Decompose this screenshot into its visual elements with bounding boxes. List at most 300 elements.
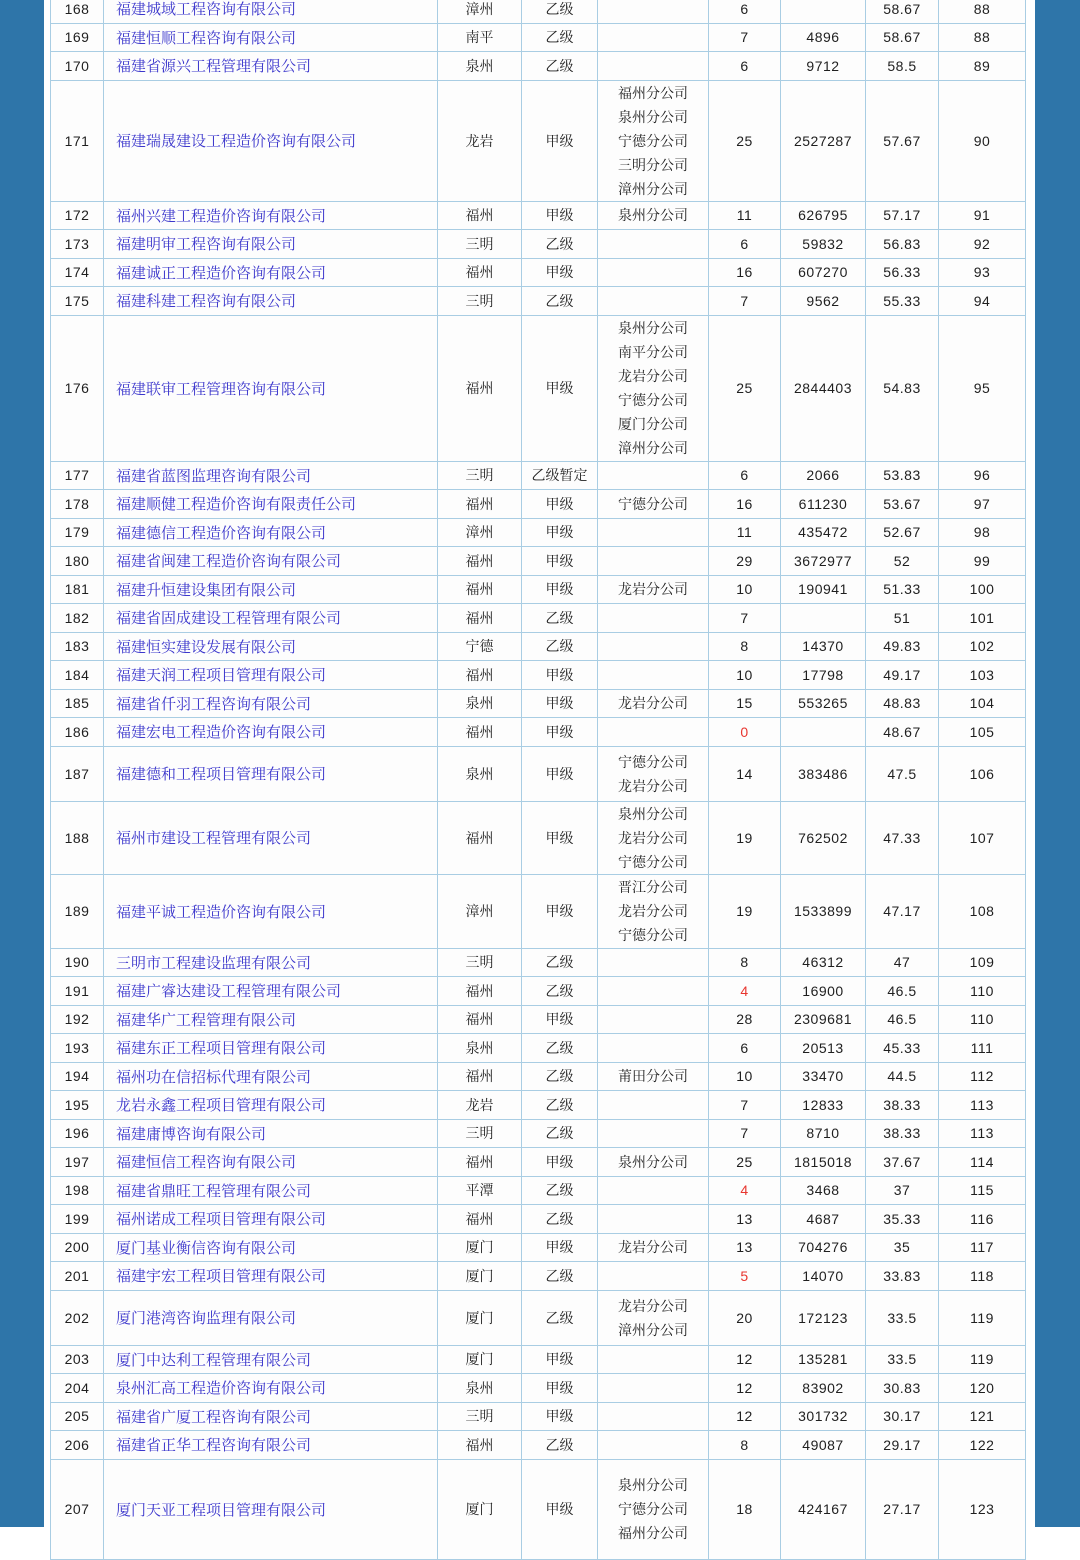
table-row (51, 1345, 1026, 1374)
cell-rank: 110 (939, 1005, 1026, 1034)
table-row (51, 1262, 1026, 1291)
cell-branch-offices: 泉州分公司 (598, 201, 709, 230)
cell-branch-offices (598, 461, 709, 490)
cell-company-name-link[interactable]: 福建瑞晟建设工程造价咨询有限公司 (104, 80, 438, 201)
cell-count: 7 (709, 604, 781, 633)
cell-city: 福州 (438, 490, 522, 519)
cell-branch-offices (598, 1176, 709, 1205)
cell-amount: 9712 (781, 52, 866, 81)
cell-amount: 626795 (781, 201, 866, 230)
cell-city: 龙岩 (438, 80, 522, 201)
cell-score: 47.17 (866, 875, 939, 949)
cell-seq-number: 193 (51, 1034, 104, 1063)
ranking-table-body (51, 0, 1026, 1559)
cell-rank: 104 (939, 689, 1026, 718)
cell-grade: 乙级 (522, 287, 598, 316)
table-row (51, 201, 1026, 230)
cell-grade: 甲级 (522, 1148, 598, 1177)
cell-rank: 105 (939, 718, 1026, 747)
cell-company-name-link[interactable]: 福建广睿达建设工程管理有限公司 (104, 977, 438, 1006)
cell-branch-offices (598, 1005, 709, 1034)
cell-score: 58.67 (866, 23, 939, 52)
cell-rank: 112 (939, 1062, 1026, 1091)
table-row (51, 689, 1026, 718)
cell-company-name-link[interactable]: 福州市建设工程管理有限公司 (104, 801, 438, 875)
cell-seq-number: 185 (51, 689, 104, 718)
cell-score: 45.33 (866, 1034, 939, 1063)
cell-city: 福州 (438, 1205, 522, 1234)
cell-company-name-link[interactable]: 福建科建工程咨询有限公司 (104, 287, 438, 316)
cell-branch-offices (598, 632, 709, 661)
cell-branch-offices (598, 287, 709, 316)
cell-company-name-link[interactable]: 福建省固成建设工程管理有限公司 (104, 604, 438, 633)
cell-count: 13 (709, 1233, 781, 1262)
cell-branch-offices (598, 948, 709, 977)
table-row (51, 801, 1026, 875)
cell-seq-number: 186 (51, 718, 104, 747)
cell-rank: 110 (939, 977, 1026, 1006)
cell-city: 泉州 (438, 746, 522, 801)
cell-company-name-link[interactable]: 福建庸博咨询有限公司 (104, 1119, 438, 1148)
table-row (51, 661, 1026, 690)
cell-city: 福州 (438, 1148, 522, 1177)
cell-grade: 乙级 (522, 52, 598, 81)
cell-branch-offices (598, 518, 709, 547)
cell-company-name-link[interactable]: 福建恒实建设发展有限公司 (104, 632, 438, 661)
cell-rank: 108 (939, 875, 1026, 949)
table-row (51, 461, 1026, 490)
cell-count: 7 (709, 23, 781, 52)
cell-company-name-link[interactable]: 福建省源兴工程管理有限公司 (104, 52, 438, 81)
cell-count: 7 (709, 1091, 781, 1120)
cell-branch-offices (598, 258, 709, 287)
cell-branch-offices (598, 1402, 709, 1431)
cell-company-name-link[interactable]: 龙岩永鑫工程项目管理有限公司 (104, 1091, 438, 1120)
cell-company-name-link[interactable]: 福建省广厦工程咨询有限公司 (104, 1402, 438, 1431)
cell-score: 57.17 (866, 201, 939, 230)
cell-seq-number: 199 (51, 1205, 104, 1234)
cell-amount: 33470 (781, 1062, 866, 1091)
table-row (51, 977, 1026, 1006)
cell-count: 16 (709, 258, 781, 287)
cell-amount: 704276 (781, 1233, 866, 1262)
cell-company-name-link[interactable]: 福建德和工程项目管理有限公司 (104, 746, 438, 801)
cell-city: 宁德 (438, 632, 522, 661)
cell-city: 福州 (438, 977, 522, 1006)
cell-count: 16 (709, 490, 781, 519)
cell-seq-number: 204 (51, 1374, 104, 1403)
cell-count: 10 (709, 1062, 781, 1091)
table-row (51, 518, 1026, 547)
cell-company-name-link[interactable]: 福建德信工程造价咨询有限公司 (104, 518, 438, 547)
cell-score: 56.33 (866, 258, 939, 287)
cell-amount: 14370 (781, 632, 866, 661)
cell-seq-number: 180 (51, 547, 104, 576)
cell-company-name-link[interactable]: 福建宇宏工程项目管理有限公司 (104, 1262, 438, 1291)
cell-city: 龙岩 (438, 1091, 522, 1120)
cell-city: 福州 (438, 1005, 522, 1034)
cell-count: 28 (709, 1005, 781, 1034)
cell-company-name-link[interactable]: 福州诺成工程项目管理有限公司 (104, 1205, 438, 1234)
cell-score: 55.33 (866, 287, 939, 316)
cell-seq-number: 200 (51, 1233, 104, 1262)
cell-branch-offices (598, 977, 709, 1006)
cell-seq-number: 182 (51, 604, 104, 633)
cell-score: 29.17 (866, 1431, 939, 1460)
cell-branch-offices (598, 1034, 709, 1063)
cell-grade: 甲级 (522, 661, 598, 690)
cell-company-name-link[interactable]: 福建升恒建设集团有限公司 (104, 575, 438, 604)
cell-amount: 16900 (781, 977, 866, 1006)
cell-company-name-link[interactable]: 福建联审工程管理咨询有限公司 (104, 315, 438, 461)
cell-score: 47.5 (866, 746, 939, 801)
cell-branch-offices (598, 1262, 709, 1291)
cell-amount: 762502 (781, 801, 866, 875)
cell-company-name-link[interactable]: 福建东正工程项目管理有限公司 (104, 1034, 438, 1063)
cell-city: 福州 (438, 575, 522, 604)
cell-seq-number: 170 (51, 52, 104, 81)
cell-grade: 甲级 (522, 315, 598, 461)
cell-grade: 乙级 (522, 632, 598, 661)
cell-seq-number: 198 (51, 1176, 104, 1205)
cell-branch-offices (598, 230, 709, 259)
cell-city: 泉州 (438, 689, 522, 718)
cell-city: 福州 (438, 258, 522, 287)
cell-seq-number: 191 (51, 977, 104, 1006)
cell-score: 47 (866, 948, 939, 977)
cell-branch-offices (598, 1345, 709, 1374)
cell-score: 53.83 (866, 461, 939, 490)
cell-rank: 103 (939, 661, 1026, 690)
cell-company-name-link[interactable]: 厦门天亚工程项目管理有限公司 (104, 1459, 438, 1559)
cell-company-name-link[interactable]: 福州功在信招标代理有限公司 (104, 1062, 438, 1091)
cell-score: 52.67 (866, 518, 939, 547)
table-row (51, 258, 1026, 287)
cell-score: 44.5 (866, 1062, 939, 1091)
cell-company-name-link[interactable]: 福建天润工程项目管理有限公司 (104, 661, 438, 690)
cell-amount: 3672977 (781, 547, 866, 576)
cell-rank: 101 (939, 604, 1026, 633)
cell-branch-offices: 龙岩分公司 (598, 689, 709, 718)
cell-score: 54.83 (866, 315, 939, 461)
cell-branch-offices: 泉州分公司 南平分公司 龙岩分公司 宁德分公司 厦门分公司 漳州分公司 (598, 315, 709, 461)
cell-count: 5 (709, 1262, 781, 1291)
cell-count: 18 (709, 1459, 781, 1559)
cell-score: 46.5 (866, 977, 939, 1006)
cell-company-name-link[interactable]: 福建诚正工程造价咨询有限公司 (104, 258, 438, 287)
cell-company-name-link[interactable]: 福建明审工程咨询有限公司 (104, 230, 438, 259)
table-row (51, 604, 1026, 633)
cell-count: 12 (709, 1402, 781, 1431)
cell-company-name-link[interactable]: 福建恒顺工程咨询有限公司 (104, 23, 438, 52)
cell-rank: 119 (939, 1345, 1026, 1374)
table-row (51, 23, 1026, 52)
cell-branch-offices: 宁德分公司 (598, 490, 709, 519)
table-row (51, 746, 1026, 801)
cell-branch-offices (598, 1431, 709, 1460)
right-margin-bar (1035, 0, 1080, 1527)
cell-amount: 4687 (781, 1205, 866, 1234)
cell-rank: 95 (939, 315, 1026, 461)
table-row (51, 0, 1026, 23)
table-row (51, 948, 1026, 977)
cell-rank: 115 (939, 1176, 1026, 1205)
cell-city: 漳州 (438, 0, 522, 23)
cell-score: 53.67 (866, 490, 939, 519)
cell-grade: 乙级 (522, 948, 598, 977)
cell-rank: 100 (939, 575, 1026, 604)
cell-city: 三明 (438, 230, 522, 259)
table-row (51, 1233, 1026, 1262)
cell-grade: 甲级 (522, 875, 598, 949)
table-row (51, 1374, 1026, 1403)
table-row (51, 52, 1026, 81)
cell-score: 52 (866, 547, 939, 576)
cell-company-name-link[interactable]: 福建宏电工程造价咨询有限公司 (104, 718, 438, 747)
cell-grade: 甲级 (522, 689, 598, 718)
cell-company-name-link[interactable]: 福建省蓝图监理咨询有限公司 (104, 461, 438, 490)
cell-amount: 46312 (781, 948, 866, 977)
cell-amount: 2066 (781, 461, 866, 490)
cell-grade: 甲级 (522, 1233, 598, 1262)
cell-rank: 93 (939, 258, 1026, 287)
cell-branch-offices (598, 1119, 709, 1148)
cell-rank: 91 (939, 201, 1026, 230)
cell-seq-number: 188 (51, 801, 104, 875)
cell-count: 8 (709, 632, 781, 661)
cell-branch-offices: 龙岩分公司 漳州分公司 (598, 1290, 709, 1345)
cell-company-name-link[interactable]: 福建恒信工程咨询有限公司 (104, 1148, 438, 1177)
cell-grade: 乙级 (522, 1062, 598, 1091)
cell-branch-offices: 龙岩分公司 (598, 1233, 709, 1262)
table-row (51, 1034, 1026, 1063)
cell-rank: 118 (939, 1262, 1026, 1291)
cell-amount (781, 718, 866, 747)
cell-branch-offices (598, 1091, 709, 1120)
table-row (51, 490, 1026, 519)
cell-seq-number: 207 (51, 1459, 104, 1559)
cell-score: 49.83 (866, 632, 939, 661)
cell-city: 福州 (438, 801, 522, 875)
cell-company-name-link[interactable]: 福建省仟羽工程咨询有限公司 (104, 689, 438, 718)
cell-city: 厦门 (438, 1233, 522, 1262)
cell-score: 51 (866, 604, 939, 633)
cell-city: 三明 (438, 948, 522, 977)
cell-seq-number: 177 (51, 461, 104, 490)
cell-company-name-link[interactable]: 福建省正华工程咨询有限公司 (104, 1431, 438, 1460)
cell-amount: 135281 (781, 1345, 866, 1374)
cell-grade: 甲级 (522, 258, 598, 287)
cell-seq-number: 184 (51, 661, 104, 690)
table-row (51, 875, 1026, 949)
cell-amount: 59832 (781, 230, 866, 259)
cell-city: 泉州 (438, 52, 522, 81)
cell-branch-offices (598, 1205, 709, 1234)
cell-seq-number: 206 (51, 1431, 104, 1460)
cell-grade: 甲级 (522, 518, 598, 547)
cell-company-name-link[interactable]: 福州兴建工程造价咨询有限公司 (104, 201, 438, 230)
cell-amount: 20513 (781, 1034, 866, 1063)
cell-count: 6 (709, 461, 781, 490)
cell-branch-offices: 宁德分公司 龙岩分公司 (598, 746, 709, 801)
cell-rank: 119 (939, 1290, 1026, 1345)
table-row (51, 1148, 1026, 1177)
cell-amount: 2527287 (781, 80, 866, 201)
table-row (51, 718, 1026, 747)
cell-count: 8 (709, 1431, 781, 1460)
cell-city: 福州 (438, 604, 522, 633)
cell-grade: 甲级 (522, 801, 598, 875)
cell-rank: 88 (939, 23, 1026, 52)
cell-city: 福州 (438, 718, 522, 747)
cell-rank: 111 (939, 1034, 1026, 1063)
cell-company-name-link[interactable]: 厦门中达利工程管理有限公司 (104, 1345, 438, 1374)
cell-score: 30.17 (866, 1402, 939, 1431)
table-row (51, 1062, 1026, 1091)
cell-count: 0 (709, 718, 781, 747)
table-page-content (44, 0, 1035, 1541)
cell-city: 厦门 (438, 1345, 522, 1374)
cell-company-name-link[interactable]: 福建省闽建工程造价咨询有限公司 (104, 547, 438, 576)
cell-city: 平潭 (438, 1176, 522, 1205)
cell-city: 三明 (438, 287, 522, 316)
cell-seq-number: 194 (51, 1062, 104, 1091)
cell-seq-number: 181 (51, 575, 104, 604)
cell-company-name-link[interactable]: 福建城域工程咨询有限公司 (104, 0, 438, 23)
table-row (51, 287, 1026, 316)
cell-company-name-link[interactable]: 福建顺健工程造价咨询有限责任公司 (104, 490, 438, 519)
cell-grade: 甲级 (522, 1005, 598, 1034)
cell-score: 30.83 (866, 1374, 939, 1403)
cell-grade: 乙级 (522, 1034, 598, 1063)
cell-city: 三明 (438, 1402, 522, 1431)
cell-seq-number: 175 (51, 287, 104, 316)
cell-company-name-link[interactable]: 三明市工程建设监理有限公司 (104, 948, 438, 977)
cell-amount: 435472 (781, 518, 866, 547)
cell-count: 4 (709, 977, 781, 1006)
cell-rank: 94 (939, 287, 1026, 316)
cell-count: 20 (709, 1290, 781, 1345)
cell-score: 33.83 (866, 1262, 939, 1291)
cell-city: 泉州 (438, 1374, 522, 1403)
cell-amount (781, 604, 866, 633)
cell-count: 25 (709, 80, 781, 201)
cell-rank: 106 (939, 746, 1026, 801)
cell-grade: 乙级 (522, 977, 598, 1006)
cell-rank: 107 (939, 801, 1026, 875)
cell-score: 47.33 (866, 801, 939, 875)
cell-seq-number: 173 (51, 230, 104, 259)
cell-company-name-link[interactable]: 厦门基业衡信咨询有限公司 (104, 1233, 438, 1262)
cell-grade: 乙级 (522, 1091, 598, 1120)
cell-seq-number: 174 (51, 258, 104, 287)
cell-amount: 383486 (781, 746, 866, 801)
table-row (51, 575, 1026, 604)
cell-city: 福州 (438, 1431, 522, 1460)
cell-grade: 甲级 (522, 575, 598, 604)
cell-amount: 1815018 (781, 1148, 866, 1177)
cell-grade: 甲级 (522, 1402, 598, 1431)
cell-grade: 乙级暂定 (522, 461, 598, 490)
cell-score: 35 (866, 1233, 939, 1262)
cell-seq-number: 195 (51, 1091, 104, 1120)
cell-rank: 97 (939, 490, 1026, 519)
cell-count: 19 (709, 875, 781, 949)
cell-company-name-link[interactable]: 泉州汇高工程造价咨询有限公司 (104, 1374, 438, 1403)
cell-grade: 乙级 (522, 0, 598, 23)
cell-city: 福州 (438, 547, 522, 576)
cell-count: 7 (709, 287, 781, 316)
cell-branch-offices (598, 604, 709, 633)
table-row (51, 1005, 1026, 1034)
cell-company-name-link[interactable]: 福建华广工程管理有限公司 (104, 1005, 438, 1034)
cell-amount: 424167 (781, 1459, 866, 1559)
cell-city: 三明 (438, 461, 522, 490)
cell-company-name-link[interactable]: 厦门港湾咨询监理有限公司 (104, 1290, 438, 1345)
cell-seq-number: 205 (51, 1402, 104, 1431)
cell-grade: 乙级 (522, 1205, 598, 1234)
cell-amount: 190941 (781, 575, 866, 604)
cell-grade: 乙级 (522, 1262, 598, 1291)
cell-count: 11 (709, 201, 781, 230)
cell-amount: 9562 (781, 287, 866, 316)
cell-seq-number: 202 (51, 1290, 104, 1345)
cell-seq-number: 178 (51, 490, 104, 519)
table-row (51, 1402, 1026, 1431)
cell-grade: 乙级 (522, 23, 598, 52)
table-row (51, 230, 1026, 259)
cell-amount: 49087 (781, 1431, 866, 1460)
cell-count: 13 (709, 1205, 781, 1234)
cell-amount: 1533899 (781, 875, 866, 949)
cell-city: 厦门 (438, 1262, 522, 1291)
cell-rank: 116 (939, 1205, 1026, 1234)
table-row (51, 1431, 1026, 1460)
cell-rank: 96 (939, 461, 1026, 490)
cell-branch-offices (598, 547, 709, 576)
cell-score: 58.5 (866, 52, 939, 81)
cell-branch-offices (598, 0, 709, 23)
cell-city: 福州 (438, 201, 522, 230)
cell-score: 37.67 (866, 1148, 939, 1177)
cell-grade: 甲级 (522, 746, 598, 801)
cell-grade: 甲级 (522, 201, 598, 230)
cell-seq-number: 201 (51, 1262, 104, 1291)
cell-branch-offices: 龙岩分公司 (598, 575, 709, 604)
cell-score: 33.5 (866, 1290, 939, 1345)
table-row (51, 1176, 1026, 1205)
cell-count: 11 (709, 518, 781, 547)
table-row (51, 547, 1026, 576)
cell-branch-offices (598, 52, 709, 81)
cell-company-name-link[interactable]: 福建平诚工程造价咨询有限公司 (104, 875, 438, 949)
cell-amount: 2844403 (781, 315, 866, 461)
cell-count: 10 (709, 575, 781, 604)
cell-count: 6 (709, 230, 781, 259)
cell-score: 57.67 (866, 80, 939, 201)
cell-company-name-link[interactable]: 福建省鼎旺工程管理有限公司 (104, 1176, 438, 1205)
cell-seq-number: 169 (51, 23, 104, 52)
cell-grade: 甲级 (522, 1345, 598, 1374)
left-margin-bar (0, 0, 44, 1527)
cell-seq-number: 168 (51, 0, 104, 23)
cell-count: 12 (709, 1374, 781, 1403)
cell-amount: 4896 (781, 23, 866, 52)
cell-amount: 301732 (781, 1402, 866, 1431)
cell-count: 10 (709, 661, 781, 690)
cell-rank: 99 (939, 547, 1026, 576)
cell-city: 漳州 (438, 875, 522, 949)
